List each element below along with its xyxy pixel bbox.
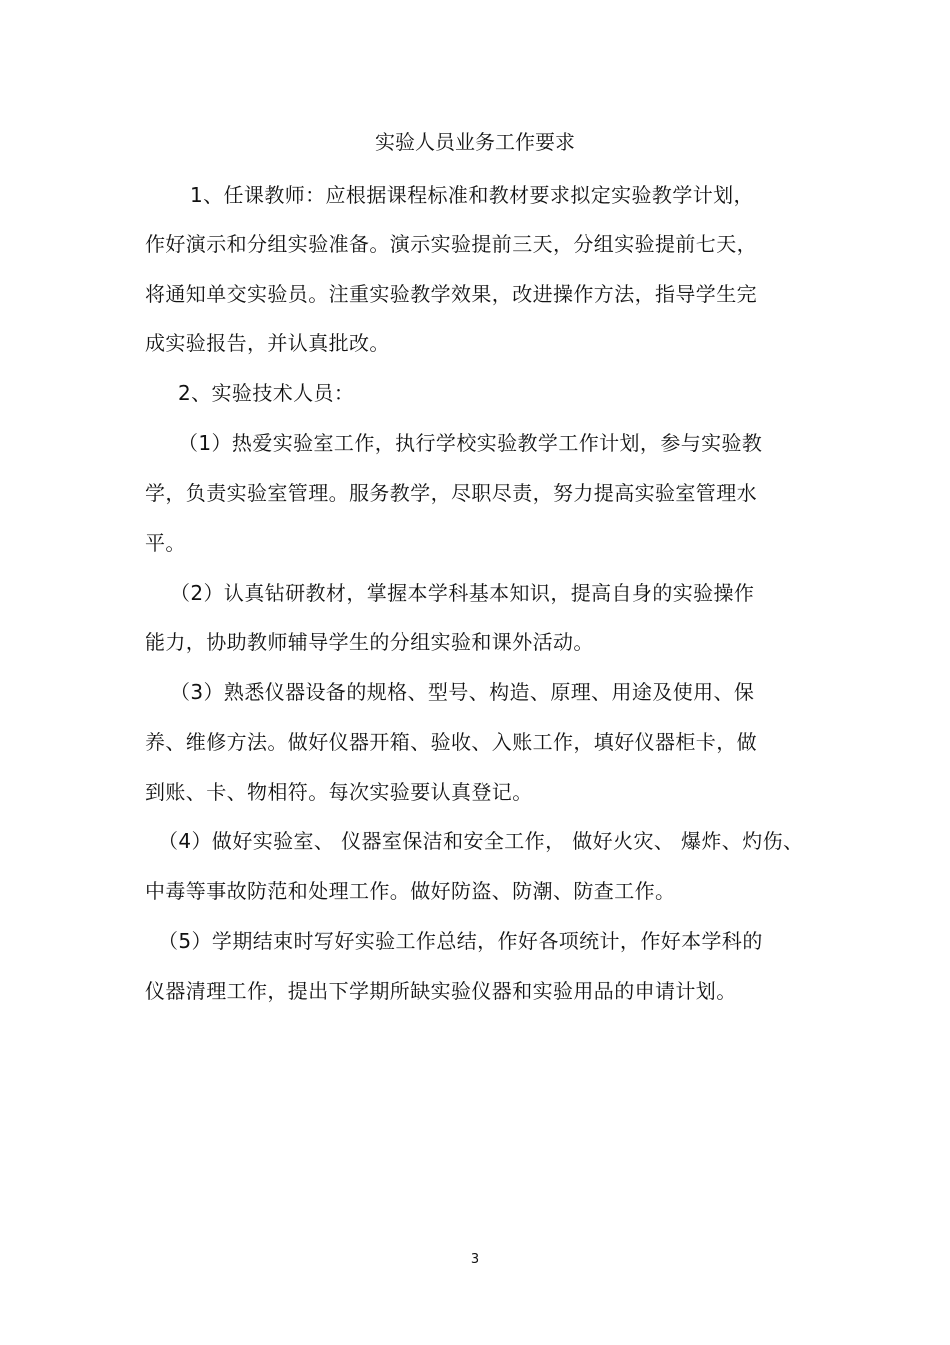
paragraph-line: 1、任课教师：应根据课程标准和教材要求拟定实验教学计划， — [190, 183, 754, 207]
paragraph-line: （2）认真钻研教材，掌握本学科基本知识，提高自身的实验操作 — [170, 581, 755, 605]
paragraph-line: 养、维修方法。做好仪器开箱、验收、入账工作，填好仪器柜卡，做 — [145, 730, 757, 754]
paragraph-line: 到账、卡、物相符。每次实验要认真登记。 — [145, 780, 533, 804]
paragraph-line: （1）热爱实验室工作，执行学校实验教学工作计划，参与实验教 — [178, 431, 763, 455]
paragraph-line: 将通知单交实验员。注重实验教学效果，改进操作方法，指导学生完 — [145, 282, 757, 306]
paragraph-line: 能力，协助教师辅导学生的分组实验和课外活动。 — [145, 630, 594, 654]
paragraph-line: 成实验报告，并认真批改。 — [145, 331, 390, 355]
page-number: 3 — [470, 1252, 480, 1267]
paragraph-line: 仪器清理工作，提出下学期所缺实验仪器和实验用品的申请计划。 — [145, 979, 737, 1003]
paragraph-line: （5）学期结束时写好实验工作总结，作好各项统计，作好本学科的 — [158, 929, 763, 953]
paragraph-line: （3）熟悉仪器设备的规格、型号、构造、原理、用途及使用、保 — [170, 680, 755, 704]
paragraph-line: 作好演示和分组实验准备。演示实验提前三天，分组实验提前七天， — [145, 232, 757, 256]
paragraph-line: 学，负责实验室管理。服务教学，尽职尽责，努力提高实验室管理水 — [145, 481, 757, 505]
paragraph-line: 中毒等事故防范和处理工作。做好防盗、防潮、防查工作。 — [145, 879, 676, 903]
section-heading: 2、实验技术人员： — [178, 381, 355, 405]
paragraph-line: （4）做好实验室、 仪器室保洁和安全工作， 做好火灾、 爆炸、灼伤、 — [158, 829, 804, 853]
paragraph-line: 平。 — [145, 531, 186, 555]
page-title: 实验人员业务工作要求 — [375, 130, 575, 154]
